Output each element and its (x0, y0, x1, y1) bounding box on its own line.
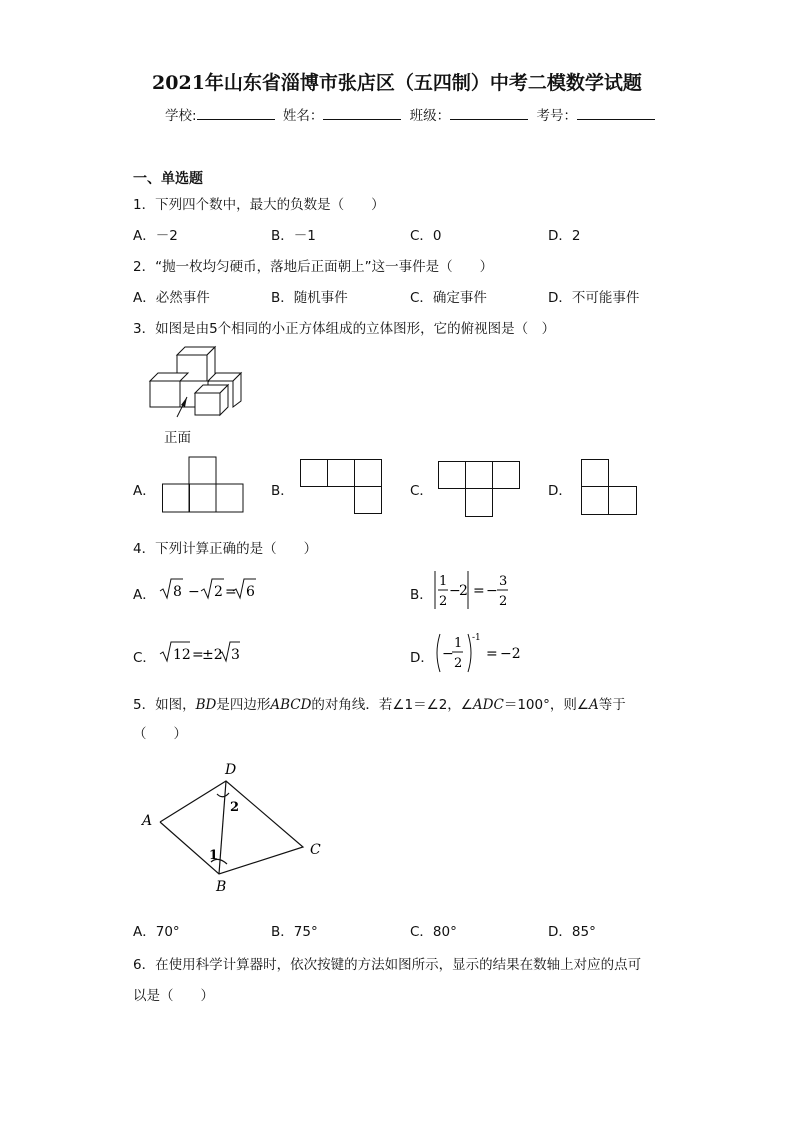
q4c-coef: ±2 (202, 647, 223, 663)
svg-text:−: − (188, 584, 200, 600)
q3-option-b: B． (271, 483, 294, 499)
vertex-a-label: A (142, 813, 153, 829)
q4-option-b-expr (432, 569, 522, 613)
q3-option-d-figure (581, 459, 639, 517)
front-label: 正面 (164, 430, 191, 446)
q1-stem: 1．下列四个数中，最大的负数是（ ） (133, 197, 385, 213)
page-title: 2021年山东省淄博市张店区（五四制）中考二模数学试题 (152, 72, 642, 94)
exam-no-blank (577, 107, 655, 120)
q4-option-c: C． (133, 650, 156, 666)
quadrilateral-figure (135, 760, 335, 898)
svg-text:=: = (473, 583, 485, 599)
q4-option-c-expr (158, 637, 248, 667)
q1-option-b: B．－1 (271, 228, 316, 244)
q4-option-a: A． (133, 587, 156, 603)
q4-option-d: D． (410, 650, 434, 666)
vertex-b-label: B (216, 879, 227, 895)
q5-option-b: B．75° (271, 924, 318, 940)
student-info-line (165, 104, 659, 124)
q2-option-c: C．确定事件 (410, 290, 487, 306)
q3-option-a-figure (162, 456, 246, 514)
q2-stem: 2．“抛一枚均匀硬币，落地后正面朝上”这一事件是（ ） (133, 259, 494, 275)
q6-stem-line1: 6．在使用科学计算器时，依次按键的方法如图所示，显示的结果在数轴上对应的点可 (133, 957, 642, 973)
q5-stem-line1: 5．如图，BD是四边形ABCD的对角线．若∠1＝∠2，∠ADC＝100°，则∠A等于 (133, 697, 626, 713)
svg-text:=: = (225, 584, 237, 600)
q2-option-a: A．必然事件 (133, 290, 210, 306)
q3-option-c-figure (438, 461, 522, 519)
name-label: 姓名： (282, 108, 324, 124)
cube-stack-figure (145, 345, 255, 445)
svg-text:−: − (442, 646, 454, 662)
q4a-radicand-3: 6 (246, 584, 255, 600)
q4b-den-1: 2 (439, 594, 448, 609)
vertex-c-label: C (310, 842, 321, 858)
q4d-num: 1 (454, 636, 463, 651)
q4c-radicand-1: 12 (173, 647, 191, 663)
svg-text:=: = (192, 647, 204, 663)
q5-option-d: D．85° (548, 924, 596, 940)
q4d-exponent: -1 (472, 633, 481, 643)
exam-no-label: 考号： (536, 108, 577, 124)
q3-option-c: C． (410, 483, 433, 499)
q4-option-a-expr (158, 574, 258, 604)
angle-2-label: 2 (230, 800, 240, 815)
q5-option-c: C．80° (410, 924, 457, 940)
q4a-radicand-1: 8 (173, 584, 182, 600)
svg-text:−: − (486, 583, 498, 599)
angle-1-label: 1 (209, 848, 219, 863)
q2-option-d: D．不可能事件 (548, 290, 640, 306)
q4b-num-2: 3 (499, 574, 508, 589)
q5-option-a: A．70° (133, 924, 180, 940)
q3-option-a: A． (133, 483, 156, 499)
q4b-num-1: 1 (439, 574, 448, 589)
q4-stem: 4．下列计算正确的是（ ） (133, 541, 318, 557)
q4b-two: 2 (459, 583, 468, 599)
q4b-den-2: 2 (499, 594, 508, 609)
svg-text:=: = (486, 646, 498, 662)
q3-option-d: D． (548, 483, 572, 499)
q4d-result: −2 (500, 646, 521, 662)
q2-option-b: B．随机事件 (271, 290, 348, 306)
q5-stem-line2: （ ） (133, 726, 187, 742)
q3-option-b-figure (300, 459, 384, 515)
q4a-radicand-2: 2 (214, 584, 223, 600)
q3-stem: 3．如图是由5个相同的小正方体组成的立体图形，它的俯视图是（ ） (133, 321, 556, 337)
q4-option-d-expr (432, 630, 524, 676)
q4-option-b: B． (410, 587, 433, 603)
q1-option-c: C．0 (410, 228, 442, 244)
q1-option-a: A．－2 (133, 228, 178, 244)
school-blank (197, 107, 275, 120)
class-blank (450, 107, 528, 120)
q1-option-d: D．2 (548, 228, 581, 244)
q6-stem-line2: 以是（ ） (133, 988, 214, 1004)
class-label: 班级： (409, 108, 451, 124)
q4d-den: 2 (454, 656, 463, 671)
school-label: 学校: (165, 108, 197, 124)
svg-text:−: − (449, 583, 461, 599)
q4c-radicand-2: 3 (231, 647, 240, 663)
vertex-d-label: D (225, 762, 237, 778)
section-heading: 一、单选题 (133, 171, 203, 187)
name-blank (323, 107, 401, 120)
